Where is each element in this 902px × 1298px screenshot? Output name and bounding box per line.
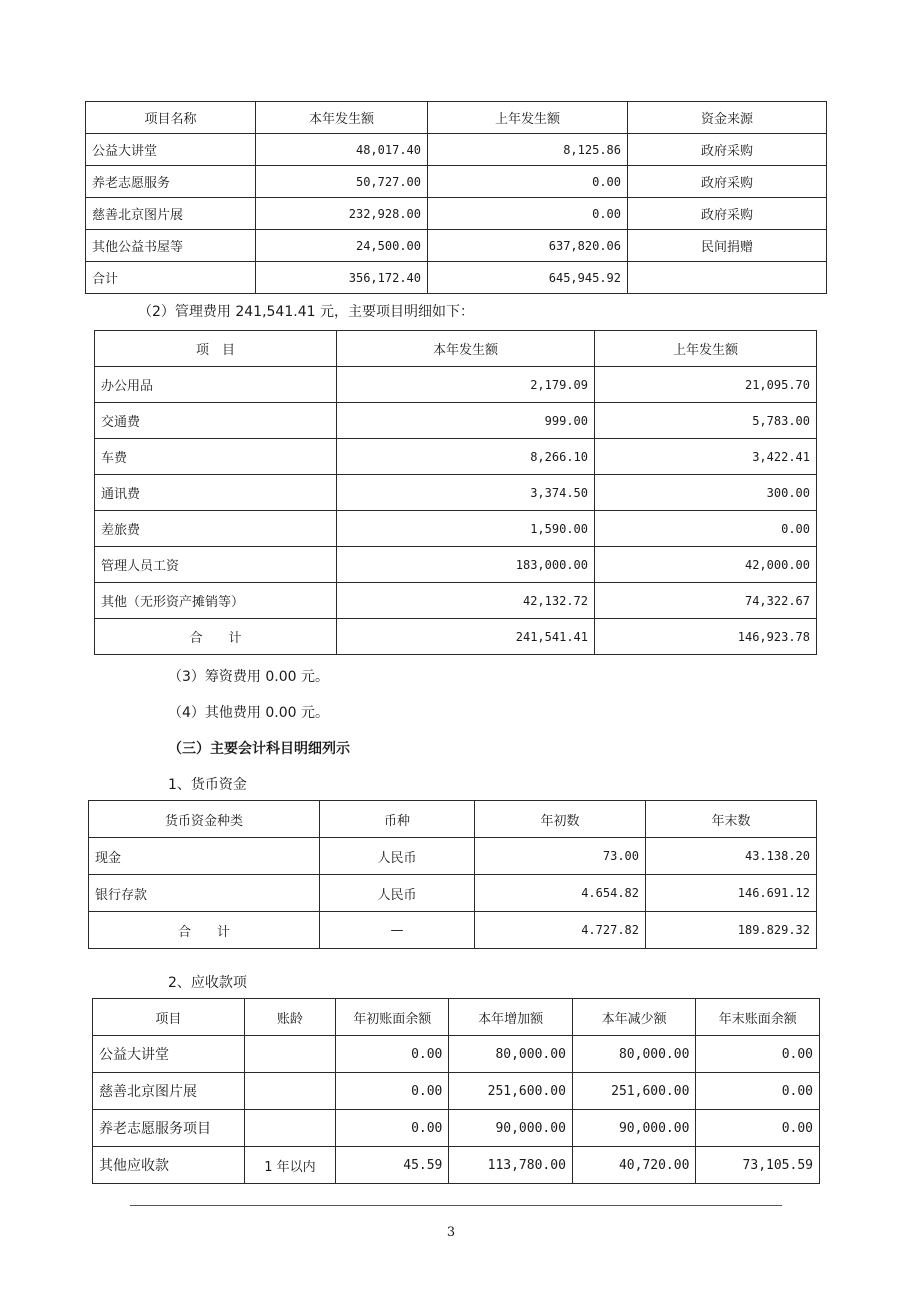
cell: 8,125.86 <box>428 134 628 166</box>
cell: 人民币 <box>320 875 475 912</box>
header-cell: 项目 <box>93 999 245 1036</box>
cell: 合计 <box>86 262 256 294</box>
cell: 189.829.32 <box>646 912 817 949</box>
table-row <box>89 838 817 875</box>
table-row <box>95 547 817 583</box>
cell: 48,017.40 <box>256 134 428 166</box>
cell: 0.00 <box>696 1073 820 1110</box>
cell: 45.59 <box>336 1147 449 1184</box>
page-number: 3 <box>446 1225 456 1240</box>
header-cell: 本年减少额 <box>572 999 696 1036</box>
header-cell: 账龄 <box>244 999 335 1036</box>
cell: 90,000.00 <box>572 1110 696 1147</box>
total-row <box>89 912 817 949</box>
cell: 3,374.50 <box>337 475 595 511</box>
table-row <box>93 1036 820 1073</box>
table-header-row <box>95 331 817 367</box>
table-row <box>86 198 827 230</box>
cell: 241,541.41 <box>337 619 595 655</box>
cell: 0.00 <box>336 1036 449 1073</box>
receivables-table <box>92 998 820 1184</box>
cell: 交通费 <box>95 403 337 439</box>
cell: 637,820.06 <box>428 230 628 262</box>
cell: 645,945.92 <box>428 262 628 294</box>
cell: 合 计 <box>95 619 337 655</box>
project-expense-table <box>85 101 827 294</box>
header-cell: 上年发生额 <box>595 331 817 367</box>
table-row <box>86 230 827 262</box>
header-cell: 年末账面余额 <box>696 999 820 1036</box>
cell: 政府采购 <box>628 166 827 198</box>
table-row <box>93 1147 820 1184</box>
table-row <box>86 134 827 166</box>
cell: 其他应收款 <box>93 1147 245 1184</box>
cash-table <box>88 800 817 949</box>
total-row <box>86 262 827 294</box>
cell: 车费 <box>95 439 337 475</box>
cell: 银行存款 <box>89 875 320 912</box>
table-row <box>95 403 817 439</box>
cell: 251,600.00 <box>572 1073 696 1110</box>
cell: 管理人员工资 <box>95 547 337 583</box>
header-cell: 本年增加额 <box>449 999 573 1036</box>
cell <box>628 262 827 294</box>
cell: 42,132.72 <box>337 583 595 619</box>
cell: 民间捐赠 <box>628 230 827 262</box>
cell: 146.691.12 <box>646 875 817 912</box>
cell: 999.00 <box>337 403 595 439</box>
cell: 24,500.00 <box>256 230 428 262</box>
header-cell: 本年发生额 <box>337 331 595 367</box>
receivables-subheading: 2、应收款项 <box>168 975 247 991</box>
header-cell: 上年发生额 <box>428 102 628 134</box>
cell: 差旅费 <box>95 511 337 547</box>
table-row <box>93 1110 820 1147</box>
table-row <box>86 166 827 198</box>
table-row <box>95 475 817 511</box>
cell: 42,000.00 <box>595 547 817 583</box>
cell: 113,780.00 <box>449 1147 573 1184</box>
cell: 公益大讲堂 <box>86 134 256 166</box>
cell: 251,600.00 <box>449 1073 573 1110</box>
cell: 4.727.82 <box>475 912 646 949</box>
cell: 73.00 <box>475 838 646 875</box>
cell: 21,095.70 <box>595 367 817 403</box>
cell: 4.654.82 <box>475 875 646 912</box>
header-cell: 本年发生额 <box>256 102 428 134</box>
table-header-row <box>89 801 817 838</box>
table-row <box>95 511 817 547</box>
cell: 300.00 <box>595 475 817 511</box>
cell: 50,727.00 <box>256 166 428 198</box>
cell: 0.00 <box>428 166 628 198</box>
header-cell: 年初账面余额 <box>336 999 449 1036</box>
table-header-row <box>93 999 820 1036</box>
cell <box>244 1110 335 1147</box>
cell: 74,322.67 <box>595 583 817 619</box>
table-row <box>95 367 817 403</box>
cell: 政府采购 <box>628 134 827 166</box>
cell: 232,928.00 <box>256 198 428 230</box>
table-row <box>95 583 817 619</box>
cell: 人民币 <box>320 838 475 875</box>
cell: 慈善北京图片展 <box>93 1073 245 1110</box>
cell: 办公用品 <box>95 367 337 403</box>
cell: 2,179.09 <box>337 367 595 403</box>
header-cell: 项 目 <box>95 331 337 367</box>
cell <box>244 1073 335 1110</box>
cell: 养老志愿服务 <box>86 166 256 198</box>
cell <box>244 1036 335 1073</box>
header-cell: 资金来源 <box>628 102 827 134</box>
total-row <box>95 619 817 655</box>
admin-expense-table <box>94 330 817 655</box>
table-header-row <box>86 102 827 134</box>
cell: 养老志愿服务项目 <box>93 1110 245 1147</box>
cell: 合 计 <box>89 912 320 949</box>
table-row <box>89 875 817 912</box>
footer-divider <box>130 1205 782 1206</box>
cell: 90,000.00 <box>449 1110 573 1147</box>
cell: 73,105.59 <box>696 1147 820 1184</box>
cell: 0.00 <box>428 198 628 230</box>
table-row <box>93 1073 820 1110</box>
cell: 0.00 <box>595 511 817 547</box>
cell: 现金 <box>89 838 320 875</box>
cell: 0.00 <box>696 1110 820 1147</box>
header-cell: 项目名称 <box>86 102 256 134</box>
header-cell: 年初数 <box>475 801 646 838</box>
cell: 356,172.40 <box>256 262 428 294</box>
cell: 0.00 <box>696 1036 820 1073</box>
cell: 其他公益书屋等 <box>86 230 256 262</box>
cell: — <box>320 912 475 949</box>
cell: 慈善北京图片展 <box>86 198 256 230</box>
cell: 40,720.00 <box>572 1147 696 1184</box>
table-row <box>95 439 817 475</box>
cell: 3,422.41 <box>595 439 817 475</box>
section-heading: （三）主要会计科目明细列示 <box>168 741 350 757</box>
cell: 0.00 <box>336 1110 449 1147</box>
cell: 其他（无形资产摊销等） <box>95 583 337 619</box>
cell: 政府采购 <box>628 198 827 230</box>
cell: 43.138.20 <box>646 838 817 875</box>
cash-subheading: 1、货币资金 <box>168 777 247 793</box>
cell: 5,783.00 <box>595 403 817 439</box>
cell: 1 年以内 <box>244 1147 335 1184</box>
header-cell: 货币资金种类 <box>89 801 320 838</box>
cell: 183,000.00 <box>337 547 595 583</box>
cell: 1,590.00 <box>337 511 595 547</box>
cell: 146,923.78 <box>595 619 817 655</box>
cell: 80,000.00 <box>572 1036 696 1073</box>
cell: 公益大讲堂 <box>93 1036 245 1073</box>
cell: 80,000.00 <box>449 1036 573 1073</box>
cell: 0.00 <box>336 1073 449 1110</box>
admin-expense-paragraph: （2）管理费用 241,541.41 元，主要项目明细如下： <box>138 304 474 320</box>
header-cell: 年末数 <box>646 801 817 838</box>
cell: 通讯费 <box>95 475 337 511</box>
header-cell: 币种 <box>320 801 475 838</box>
other-expense-paragraph: （4）其他费用 0.00 元。 <box>168 705 329 721</box>
fundraising-expense-paragraph: （3）筹资费用 0.00 元。 <box>168 669 329 685</box>
cell: 8,266.10 <box>337 439 595 475</box>
